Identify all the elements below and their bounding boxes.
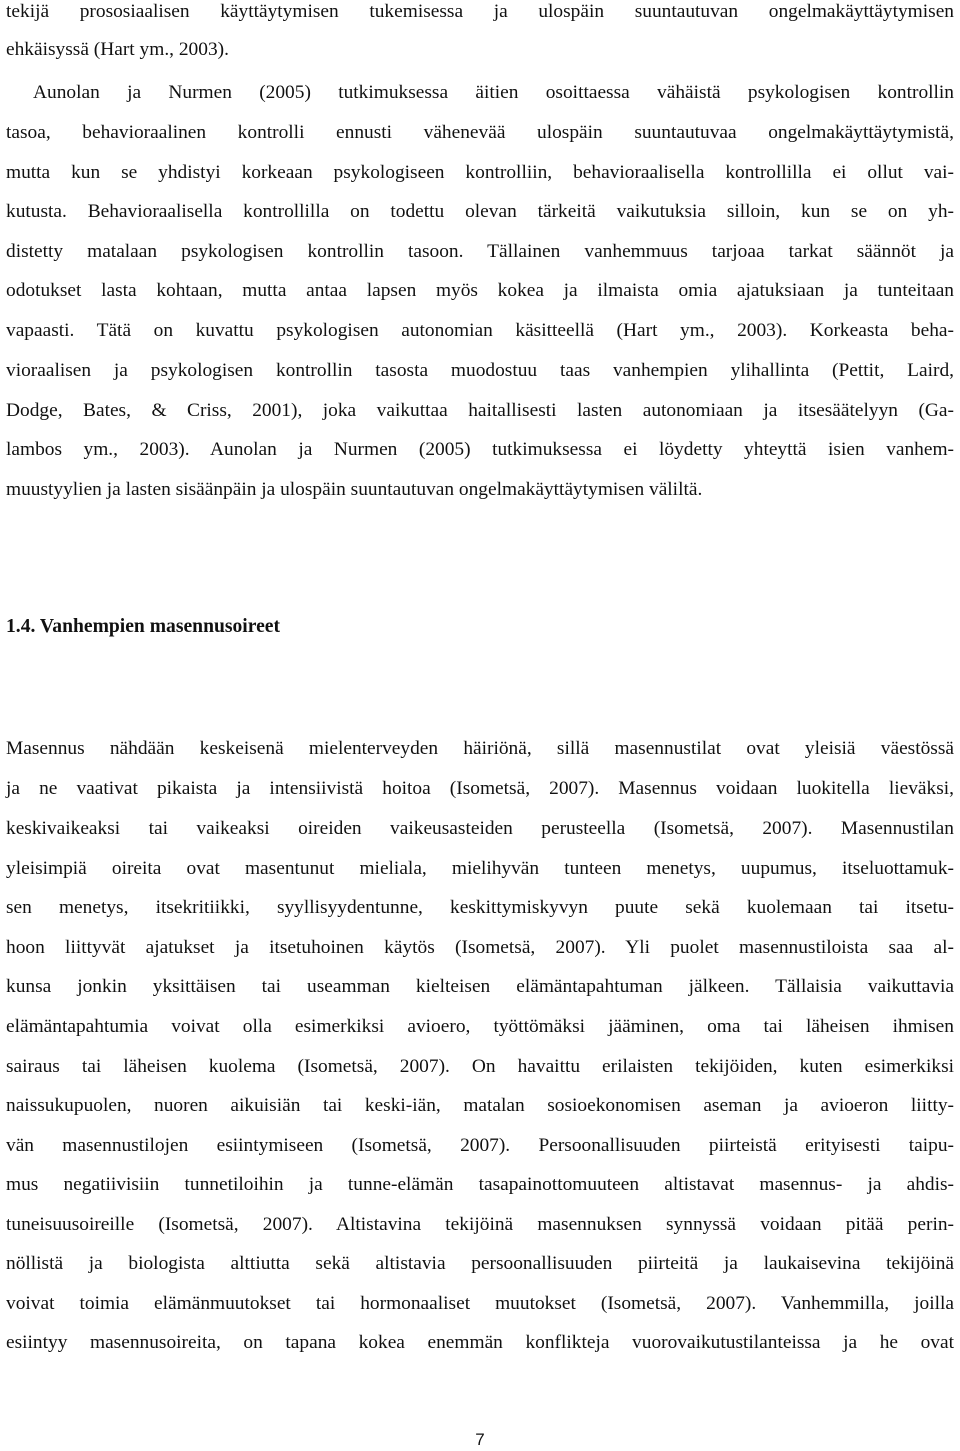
body-text-line: nöllistä ja biologista alttiutta sekä altistavia persoonallisuuden piirteitä ja laukaisevina tekijöinä xyxy=(6,1253,954,1274)
body-text-line: tekijä prososiaalisen käyttäytymisen tukemisessa ja ulospäin suuntautuvan ongelmakäyttäytymisen xyxy=(6,1,954,22)
body-text-line: mus negatiivisiin tunnetiloihin ja tunne-elämän tasapainottomuuteen altistavat masennus- ja ahdis- xyxy=(6,1174,954,1195)
body-text-line: ehkäisyssä (Hart ym., 2003). xyxy=(6,39,229,60)
page-number: 7 xyxy=(475,1430,485,1449)
body-text-line: ja ne vaativat pikaista ja intensiivistä hoitoa (Isometsä, 2007). Masennus voidaan luokitella lieväksi, xyxy=(6,778,954,799)
body-text-line: muustyylien ja lasten sisäänpäin ja ulospäin suuntautuvan ongelmakäyttäytymisen väliltä. xyxy=(6,479,703,500)
body-text-line: sairaus tai läheisen kuolema (Isometsä, 2007). On havaittu erilaisten tekijöiden, kuten esimerkiksi xyxy=(6,1056,954,1077)
body-text-line: hoon liittyvät ajatukset ja itsetuhoinen käytös (Isometsä, 2007). Yli puolet masennustiloista saa al- xyxy=(6,937,954,958)
body-text-line: Dodge, Bates, & Criss, 2001), joka vaikuttaa haitallisesti lasten autonomiaan ja itsesäätelyyn (Ga- xyxy=(6,400,954,421)
body-text-line: vän masennustilojen esiintymiseen (Isometsä, 2007). Persoonallisuuden piirteistä erityisesti taipu- xyxy=(6,1135,954,1156)
body-text-line: Masennus nähdään keskeisenä mielenterveyden häiriönä, sillä masennustilat ovat yleisiä väestössä xyxy=(6,738,954,759)
body-text-line: voivat toimia elämänmuutokset tai hormonaaliset muutokset (Isometsä, 2007). Vanhemmilla, joilla xyxy=(6,1293,954,1314)
body-text-line: kutusta. Behavioraalisella kontrollilla on todettu olevan tärkeitä vaikutuksia silloin, kun se on yh- xyxy=(6,201,954,222)
body-text-line: esiintyy masennusoireita, on tapana kokea enemmän konflikteja vuorovaikutustilanteissa ja he ovat xyxy=(6,1332,954,1353)
body-text-line: distetty matalaan psykologisen kontrollin tasoon. Tällainen vanhemmuus tarjoaa tarkat säännöt ja xyxy=(6,241,954,262)
section-heading: 1.4. Vanhempien masennusoireet xyxy=(6,616,280,637)
body-text-line: tuneisuusoireille (Isometsä, 2007). Altistavina tekijöinä masennuksen synnyssä voidaan pitää perin- xyxy=(6,1214,954,1235)
body-text-line: tasoa, behavioraalinen kontrolli ennusti vähenevää ulospäin suuntautuvaa ongelmakäyttäytymistä, xyxy=(6,122,954,143)
body-text-line: vapaasti. Tätä on kuvattu psykologisen autonomian käsitteellä (Hart ym., 2003). Korkeasta beha- xyxy=(6,320,954,341)
body-text-line: odotukset lasta kohtaan, mutta antaa lapsen myös kokea ja ilmaista omia ajatuksiaan ja tunteitaan xyxy=(6,280,954,301)
body-text-line: elämäntapahtumia voivat olla esimerkiksi avioero, työttömäksi jääminen, oma tai läheisen ihmisen xyxy=(6,1016,954,1037)
body-text-line: mutta kun se yhdistyi korkeaan psykologiseen kontrolliin, behavioraalisella kontrollilla ei ollut vai- xyxy=(6,162,954,183)
body-text-line: keskivaikeaksi tai vaikeaksi oireiden vaikeusasteiden perusteella (Isometsä, 2007). Masennustilan xyxy=(6,818,954,839)
body-text-line: yleisimpiä oireita ovat masentunut mieliala, mielihyvän tunteen menetys, uupumus, itseluottamuk- xyxy=(6,858,954,879)
body-text-line: lambos ym., 2003). Aunolan ja Nurmen (2005) tutkimuksessa ei löydetty yhteyttä isien vanhem- xyxy=(6,439,954,460)
body-text-line: vioraalisen ja psykologisen kontrollin tasosta muodostuu taas vanhempien ylihallinta (Pettit, Laird, xyxy=(6,360,954,381)
body-text-line: Aunolan ja Nurmen (2005) tutkimuksessa äitien osoittaessa vähäistä psykologisen kontrollin xyxy=(33,82,954,103)
body-text-line: sen menetys, itsekritiikki, syyllisyydentunne, keskittymiskyvyn puute sekä kuolemaan tai itsetu- xyxy=(6,897,954,918)
body-text-line: naissukupuolen, nuoren aikuisiän tai keski-iän, matalan sosioekonomisen aseman ja avioeron liitty- xyxy=(6,1095,954,1116)
body-text-line: kunsa jonkin yksittäisen tai useamman kielteisen elämäntapahtuman jälkeen. Tällaisia vaikuttavia xyxy=(6,976,954,997)
